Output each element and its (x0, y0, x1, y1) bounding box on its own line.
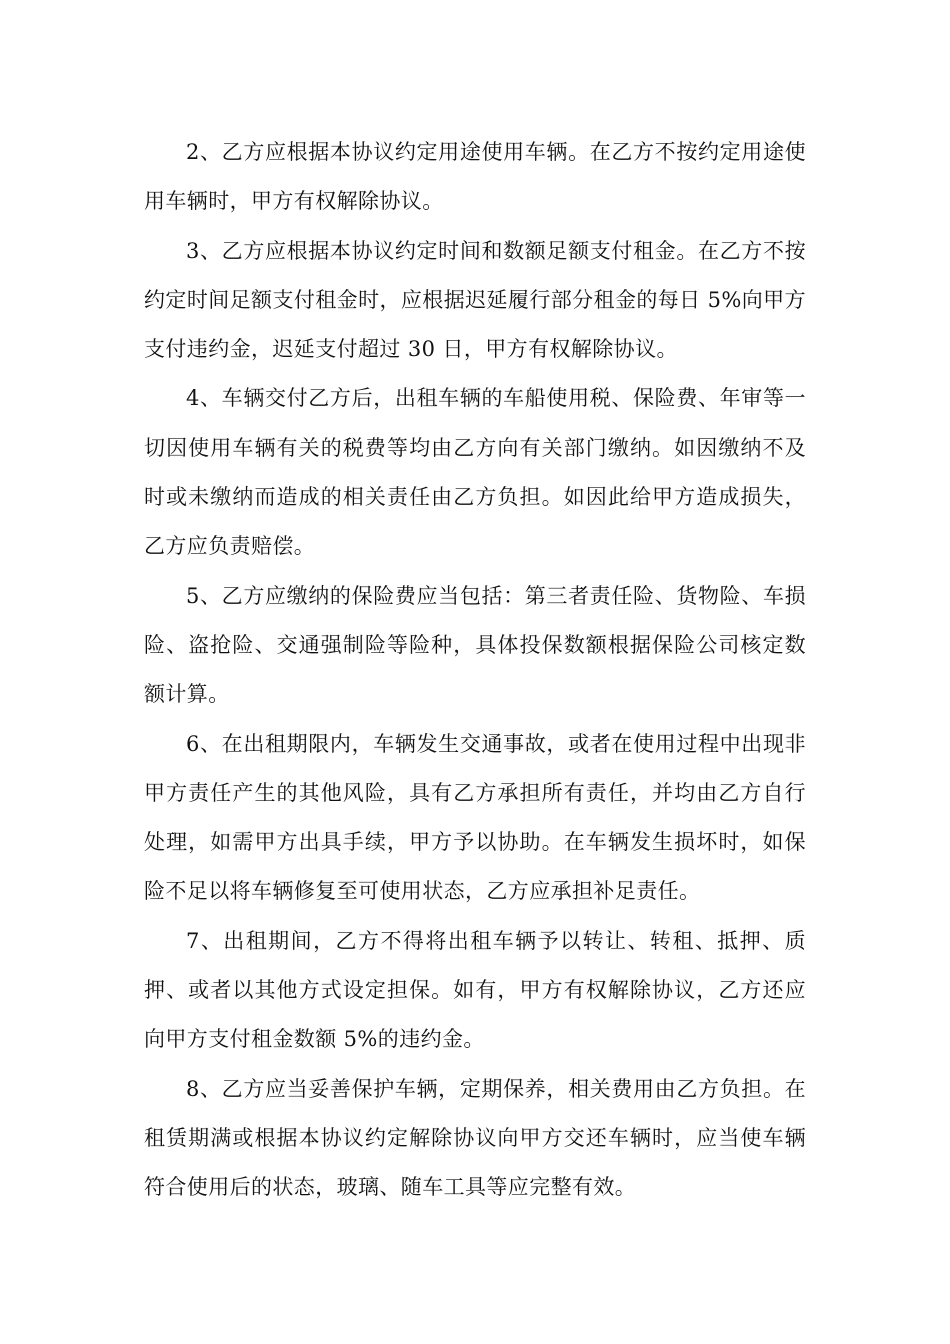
document-body (144, 128, 806, 1213)
clause-6: 6、在出租期限内，车辆发生交通事故，或者在使用过程中出现非甲方责任产生的其他风险，具有乙方承担所有责任，并均由乙方自行处理，如需甲方出具手续，甲方予以协助。在车辆发生损坏时，如保险不足以将车辆修复至可使用状态，乙方应承担补足责任。 (144, 731, 806, 904)
clause-2: 2、乙方应根据本协议约定用途使用车辆。在乙方不按约定用途使用车辆时，甲方有权解除协议。 (144, 140, 806, 214)
clause-4: 4、车辆交付乙方后，出租车辆的车船使用税、保险费、年审等一切因使用车辆有关的税费等均由乙方向有关部门缴纳。如因缴纳不及时或未缴纳而造成的相关责任由乙方负担。如因此给甲方造成损失，乙方应负责赔偿。 (144, 386, 806, 559)
clause-5: 5、乙方应缴纳的保险费应当包括：第三者责任险、货物险、车损险、盗抢险、交通强制险等险种，具体投保数额根据保险公司核定数额计算。 (144, 583, 806, 707)
clause-8: 8、乙方应当妥善保护车辆，定期保养，相关费用由乙方负担。在租赁期满或根据本协议约定解除协议向甲方交还车辆时，应当使车辆符合使用后的状态，玻璃、随车工具等应完整有效。 (144, 1076, 806, 1200)
clause-3: 3、乙方应根据本协议约定时间和数额足额支付租金。在乙方不按约定时间足额支付租金时，应根据迟延履行部分租金的每日 5%向甲方支付违约金，迟延支付超过 30 日，甲方有权解除协议。 (144, 238, 806, 362)
clause-7: 7、出租期间，乙方不得将出租车辆予以转让、转租、抵押、质押、或者以其他方式设定担保。如有，甲方有权解除协议，乙方还应向甲方支付租金数额 5%的违约金。 (144, 928, 806, 1052)
